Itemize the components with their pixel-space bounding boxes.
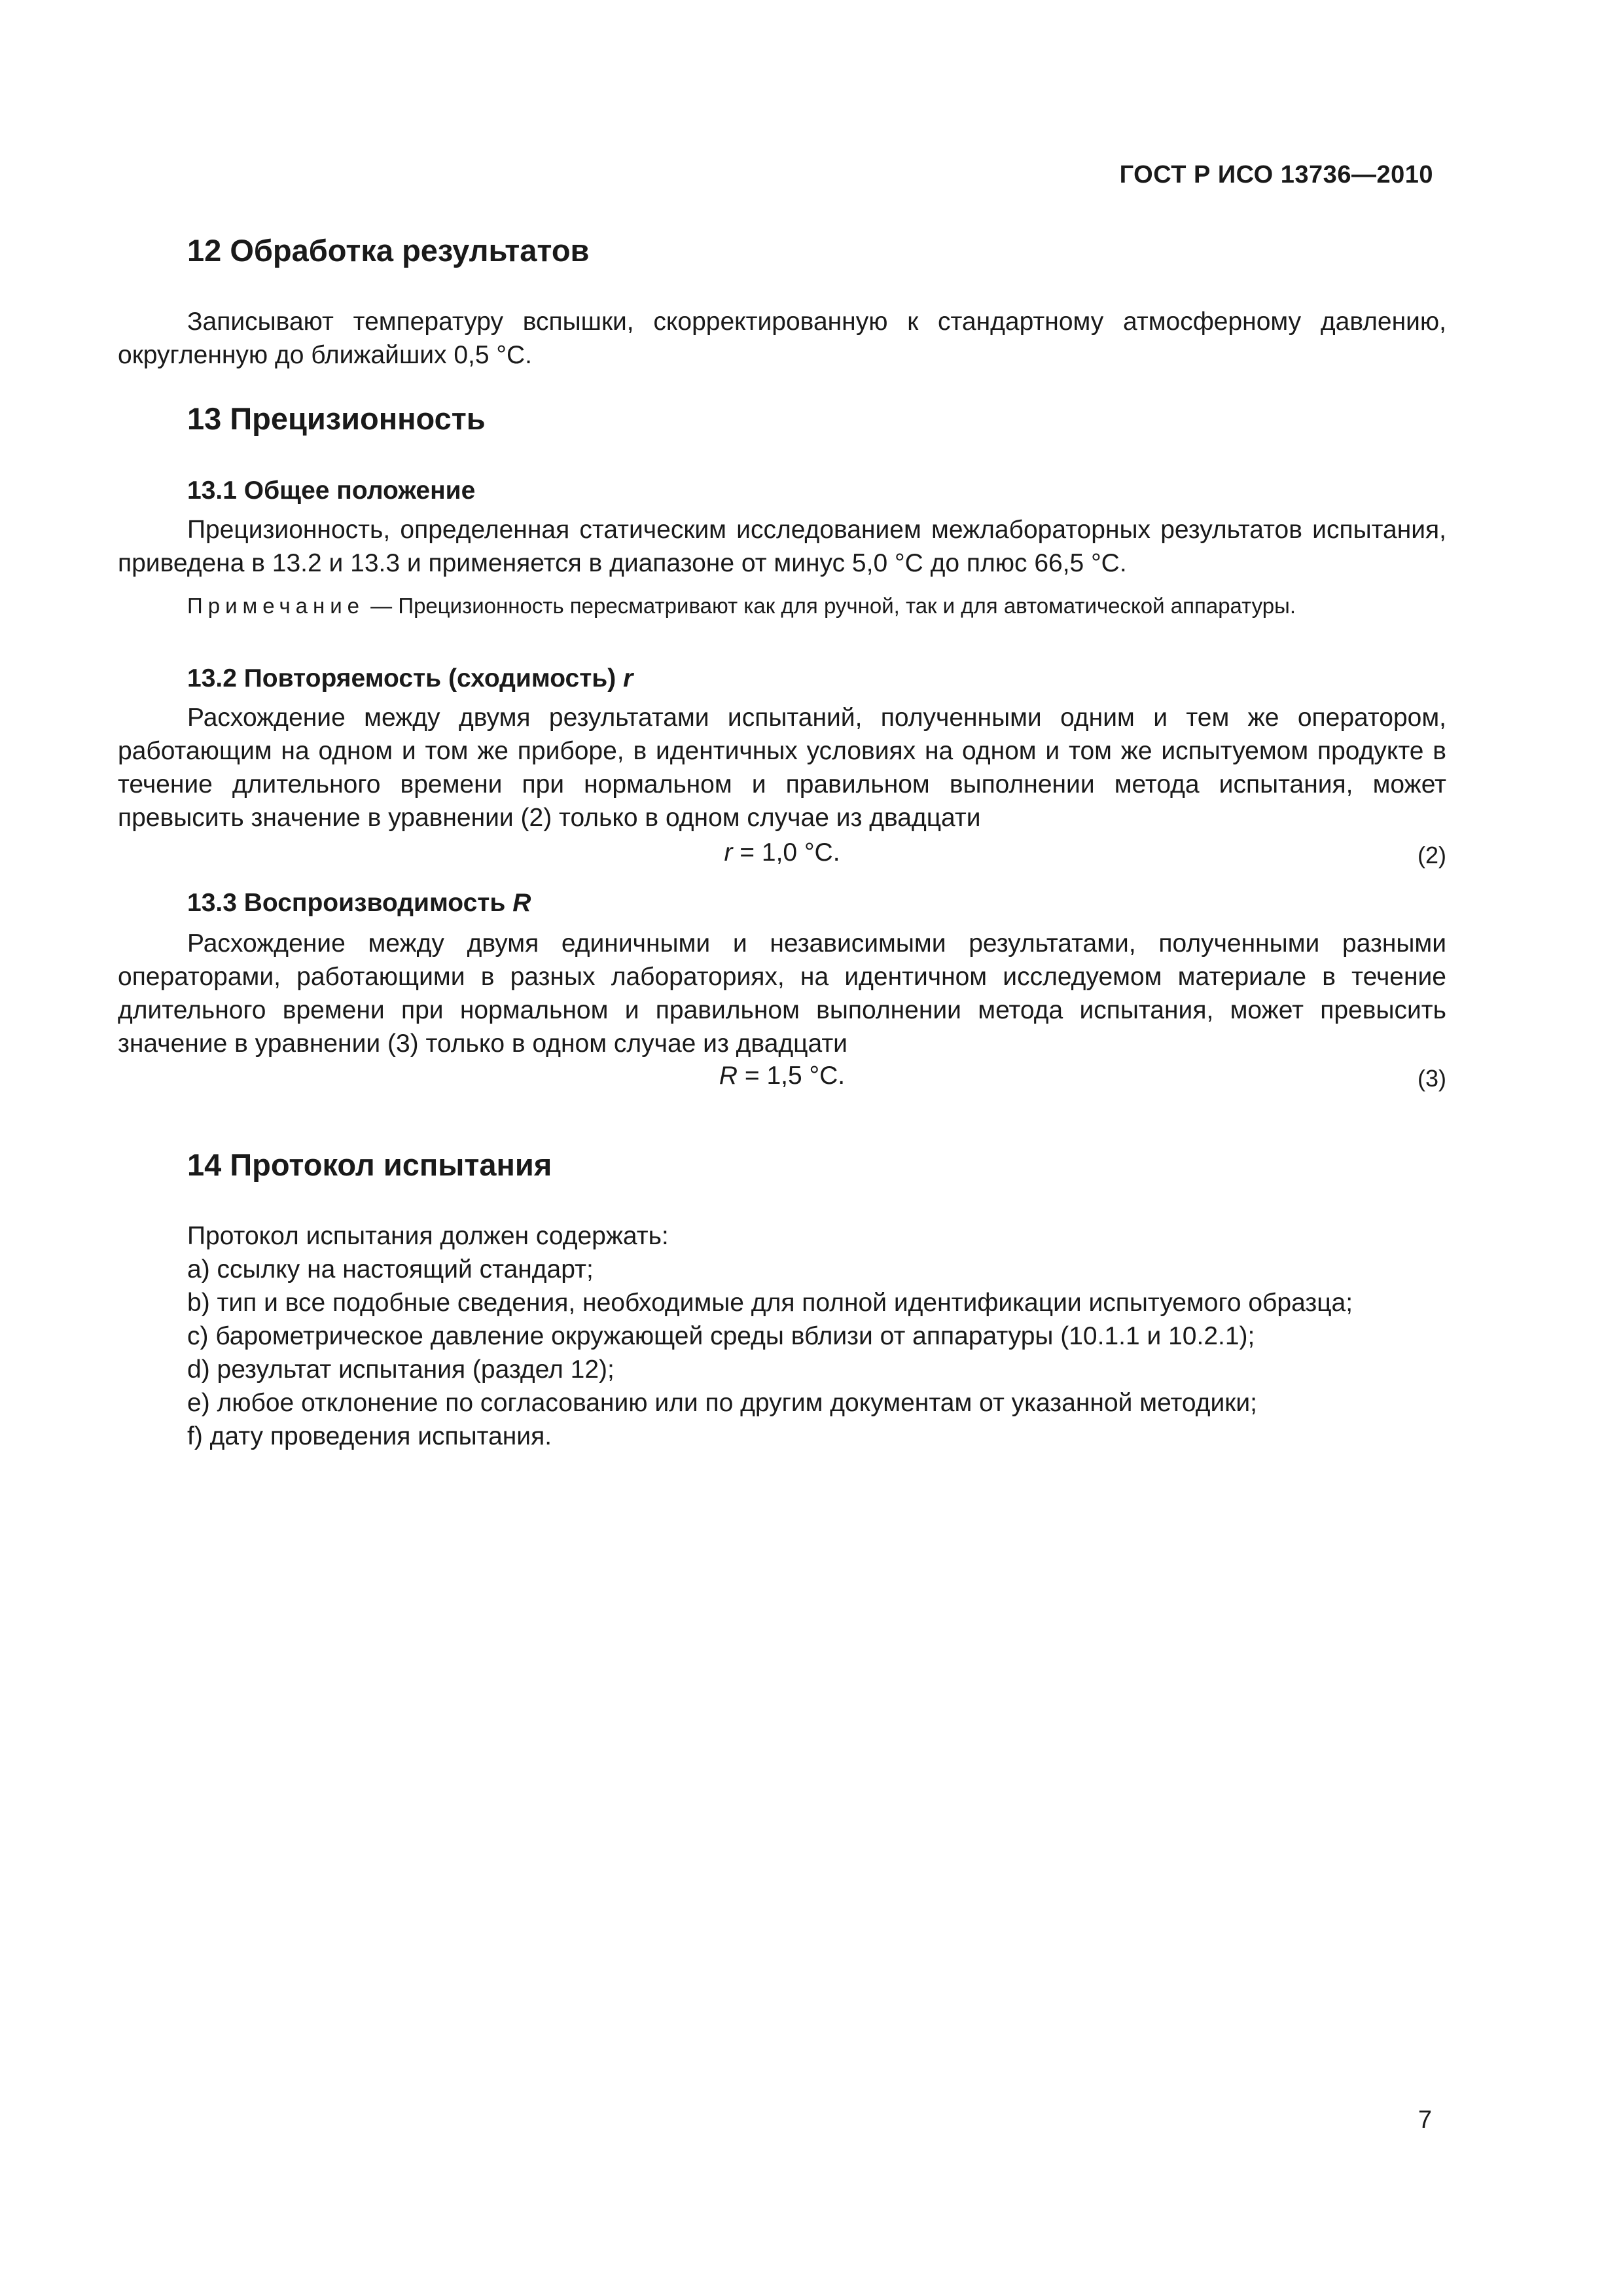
list-item: с) барометрическое давление окружающей среды вблизи от аппаратуры (10.1.1 и 10.2.1);	[187, 1322, 1255, 1350]
equation-2-value: = 1,0 °С.	[732, 838, 840, 867]
note-paragraph	[118, 593, 1446, 619]
list-item: b) тип и все подобные сведения, необходимые для полной идентификации испытуемого образца;	[187, 1289, 1353, 1317]
list-item: а) ссылку на настоящий стандарт;	[187, 1255, 594, 1283]
subsection-13-2-text: Расхождение между двумя результатами испытаний, полученными одним и тем же оператором, работающим на одном и том же приборе, в идентичных условиях на одном и том же испытуемом продукте в течение длительного времени при нормальном и правильном выполнении метода испытания, может превысить значение в уравнении (2) только в одном случае из двадцати	[118, 704, 1446, 832]
equation-3-expression	[118, 1059, 1446, 1093]
note-text: — Прецизионность пересматривают как для ручной, так и для автоматической аппаратуры.	[365, 594, 1296, 618]
subsection-13-1-heading: 13.1 Общее положение	[187, 476, 476, 505]
section-13-heading: 13 Прецизионность	[187, 401, 486, 436]
equation-2-number: (2)	[1418, 842, 1446, 869]
document-code: ГОСТ Р ИСО 13736—2010	[1119, 161, 1433, 188]
subsection-13-1-text: Прецизионность, определенная статическим исследованием межлабораторных результатов испытания, приведена в 13.2 и 13.3 и применяется в диапазоне от минус 5,0 °С до плюс 66,5 °С.	[118, 516, 1446, 577]
subsection-13-2-symbol: r	[623, 664, 633, 692]
page-number: 7	[1418, 2106, 1432, 2134]
subsection-13-3-heading	[187, 889, 531, 918]
list-item: d) результат испытания (раздел 12);	[187, 1355, 615, 1384]
subsection-13-3-symbol: R	[512, 889, 531, 917]
list-item: е) любое отклонение по согласованию или по другим документам от указанной методики;	[187, 1389, 1257, 1417]
subsection-13-3-title: 13.3 Воспроизводимость	[187, 889, 513, 917]
equation-3-value: = 1,5 °С.	[738, 1062, 846, 1090]
subsection-13-2-heading	[187, 664, 633, 693]
list-item: f) дату проведения испытания.	[187, 1422, 552, 1450]
section-12-text: Записывают температуру вспышки, скорректированную к стандартному атмосферному давлению, округленную до ближайших 0,5 °С.	[118, 308, 1446, 369]
equation-3-symbol: R	[719, 1062, 738, 1090]
equation-3	[118, 1059, 1446, 1093]
equation-3-number: (3)	[1418, 1065, 1446, 1092]
subsection-13-2-title: 13.2 Повторяемость (сходимость)	[187, 664, 624, 692]
equation-2-expression	[118, 836, 1446, 870]
equation-2-symbol: r	[724, 838, 733, 867]
section-14-intro: Протокол испытания должен содержать:	[187, 1222, 669, 1250]
section-12-heading: 12 Обработка результатов	[187, 233, 590, 268]
equation-2	[118, 836, 1446, 870]
section-14-heading: 14 Протокол испытания	[187, 1147, 552, 1182]
note-label: Примечание	[187, 594, 365, 618]
subsection-13-3-text: Расхождение между двумя единичными и независимыми результатами, полученными разными операторами, работающими в разных лабораториях, на идентичном исследуемом материале в течение длительного времени при нормальном и правильном выполнении метода испытания, может превысить значение в уравнении (3) только в одном случае из двадцати	[118, 929, 1446, 1058]
